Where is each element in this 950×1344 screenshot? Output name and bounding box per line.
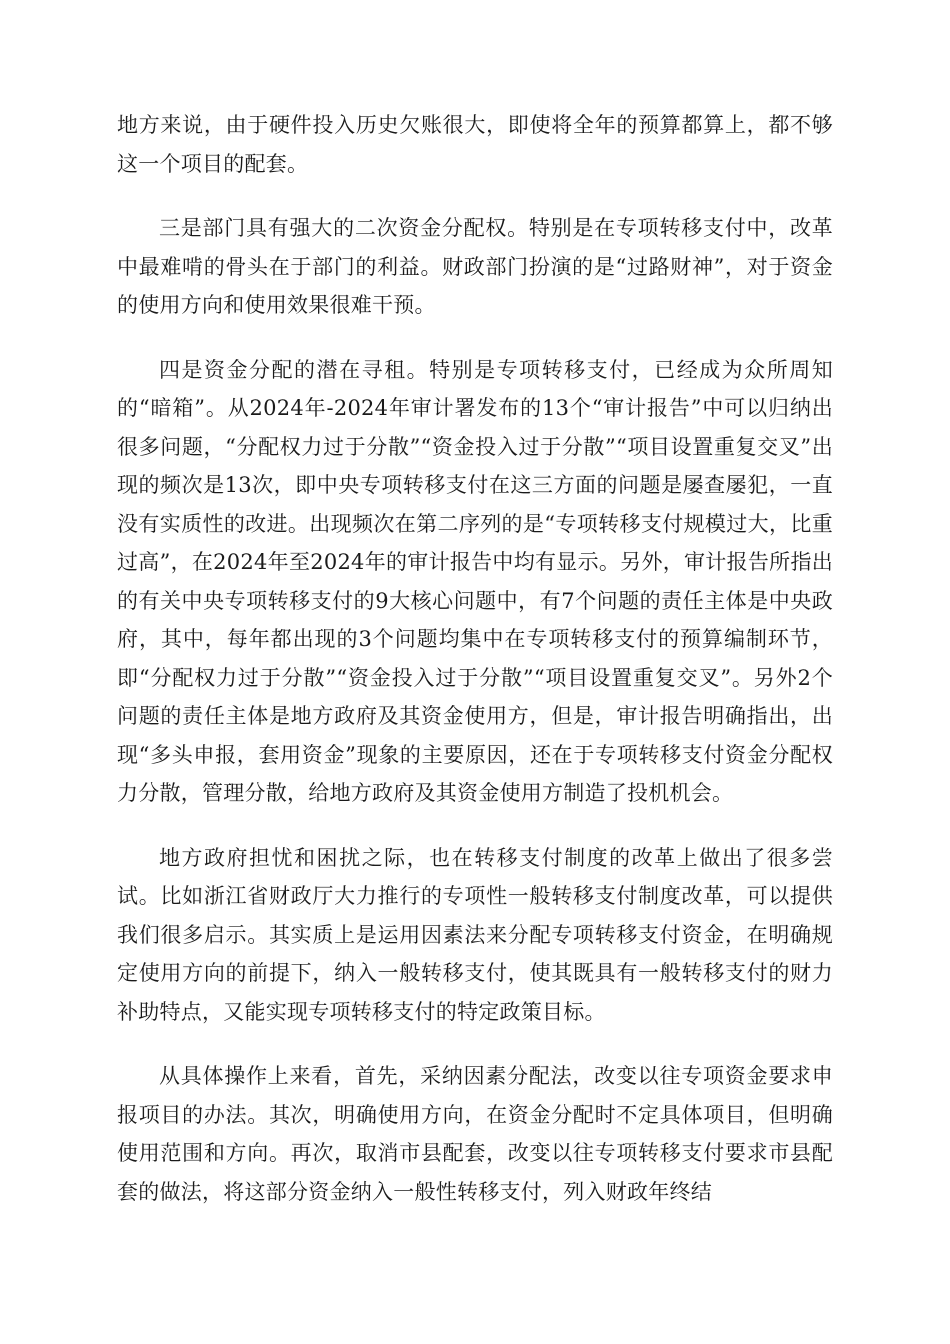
paragraph-point-three: 三是部门具有强大的二次资金分配权。特别是在专项转移支付中，改革中最难啃的骨头在于部门的利益。财政部门扮演的是“过路财神”，对于资金的使用方向和使用效果很难干预。 — [117, 216, 833, 317]
paragraph-continued: 地方来说，由于硬件投入历史欠账很大，即使将全年的预算都算上，都不够这一个项目的配套。 — [117, 113, 833, 176]
paragraph-local-government: 地方政府担忧和困扰之际，也在转移支付制度的改革上做出了很多尝试。比如浙江省财政厅大力推行的专项性一般转移支付制度改革，可以提供我们很多启示。其实质上是运用因素法来分配专项转移支付资金，在明确规定使用方向的前提下，纳入一般转移支付，使其既具有一般转移支付的财力补助特点，又能实现专项转移支付的特定政策目标。 — [117, 845, 833, 1024]
paragraph-specific-operation: 从具体操作上来看，首先，采纳因素分配法，改变以往专项资金要求申报项目的办法。其次，明确使用方向，在资金分配时不定具体项目，但明确使用范围和方向。再次，取消市县配套，改变以往专项转移支付要求市县配套的做法，将这部分资金纳入一般性转移支付，列入财政年终结 — [117, 1064, 833, 1204]
paragraph-point-four: 四是资金分配的潜在寻租。特别是专项转移支付，已经成为众所周知的“暗箱”。从2024年-2024年审计署发布的13个“审计报告”中可以归纳出很多问题，“分配权力过于分散”“资金投入过于分散”“项目设置重复交叉”出现的频次是13次，即中央专项转移支付在这三方面的问题是屡查屡犯，一直没有实质性的改进。出现频次在第二序列的是“专项转移支付规模过大，比重过高”，在2024年至2024年的审计报告中均有显示。另外，审计报告所指出的有关中央专项转移支付的9大核心问题中，有7个问题的责任主体是中央政府，其中，每年都出现的3个问题均集中在专项转移支付的预算编制环节，即“分配权力过于分散”“资金投入过于分散”“项目设置重复交叉”。另外2个问题的责任主体是地方政府及其资金使用方，但是，审计报告明确指出，出现“多头申报，套用资金”现象的主要原因，还在于专项转移支付资金分配权力分散，管理分散，给地方政府及其资金使用方制造了投机机会。 — [117, 357, 833, 805]
document-body — [117, 106, 833, 1237]
